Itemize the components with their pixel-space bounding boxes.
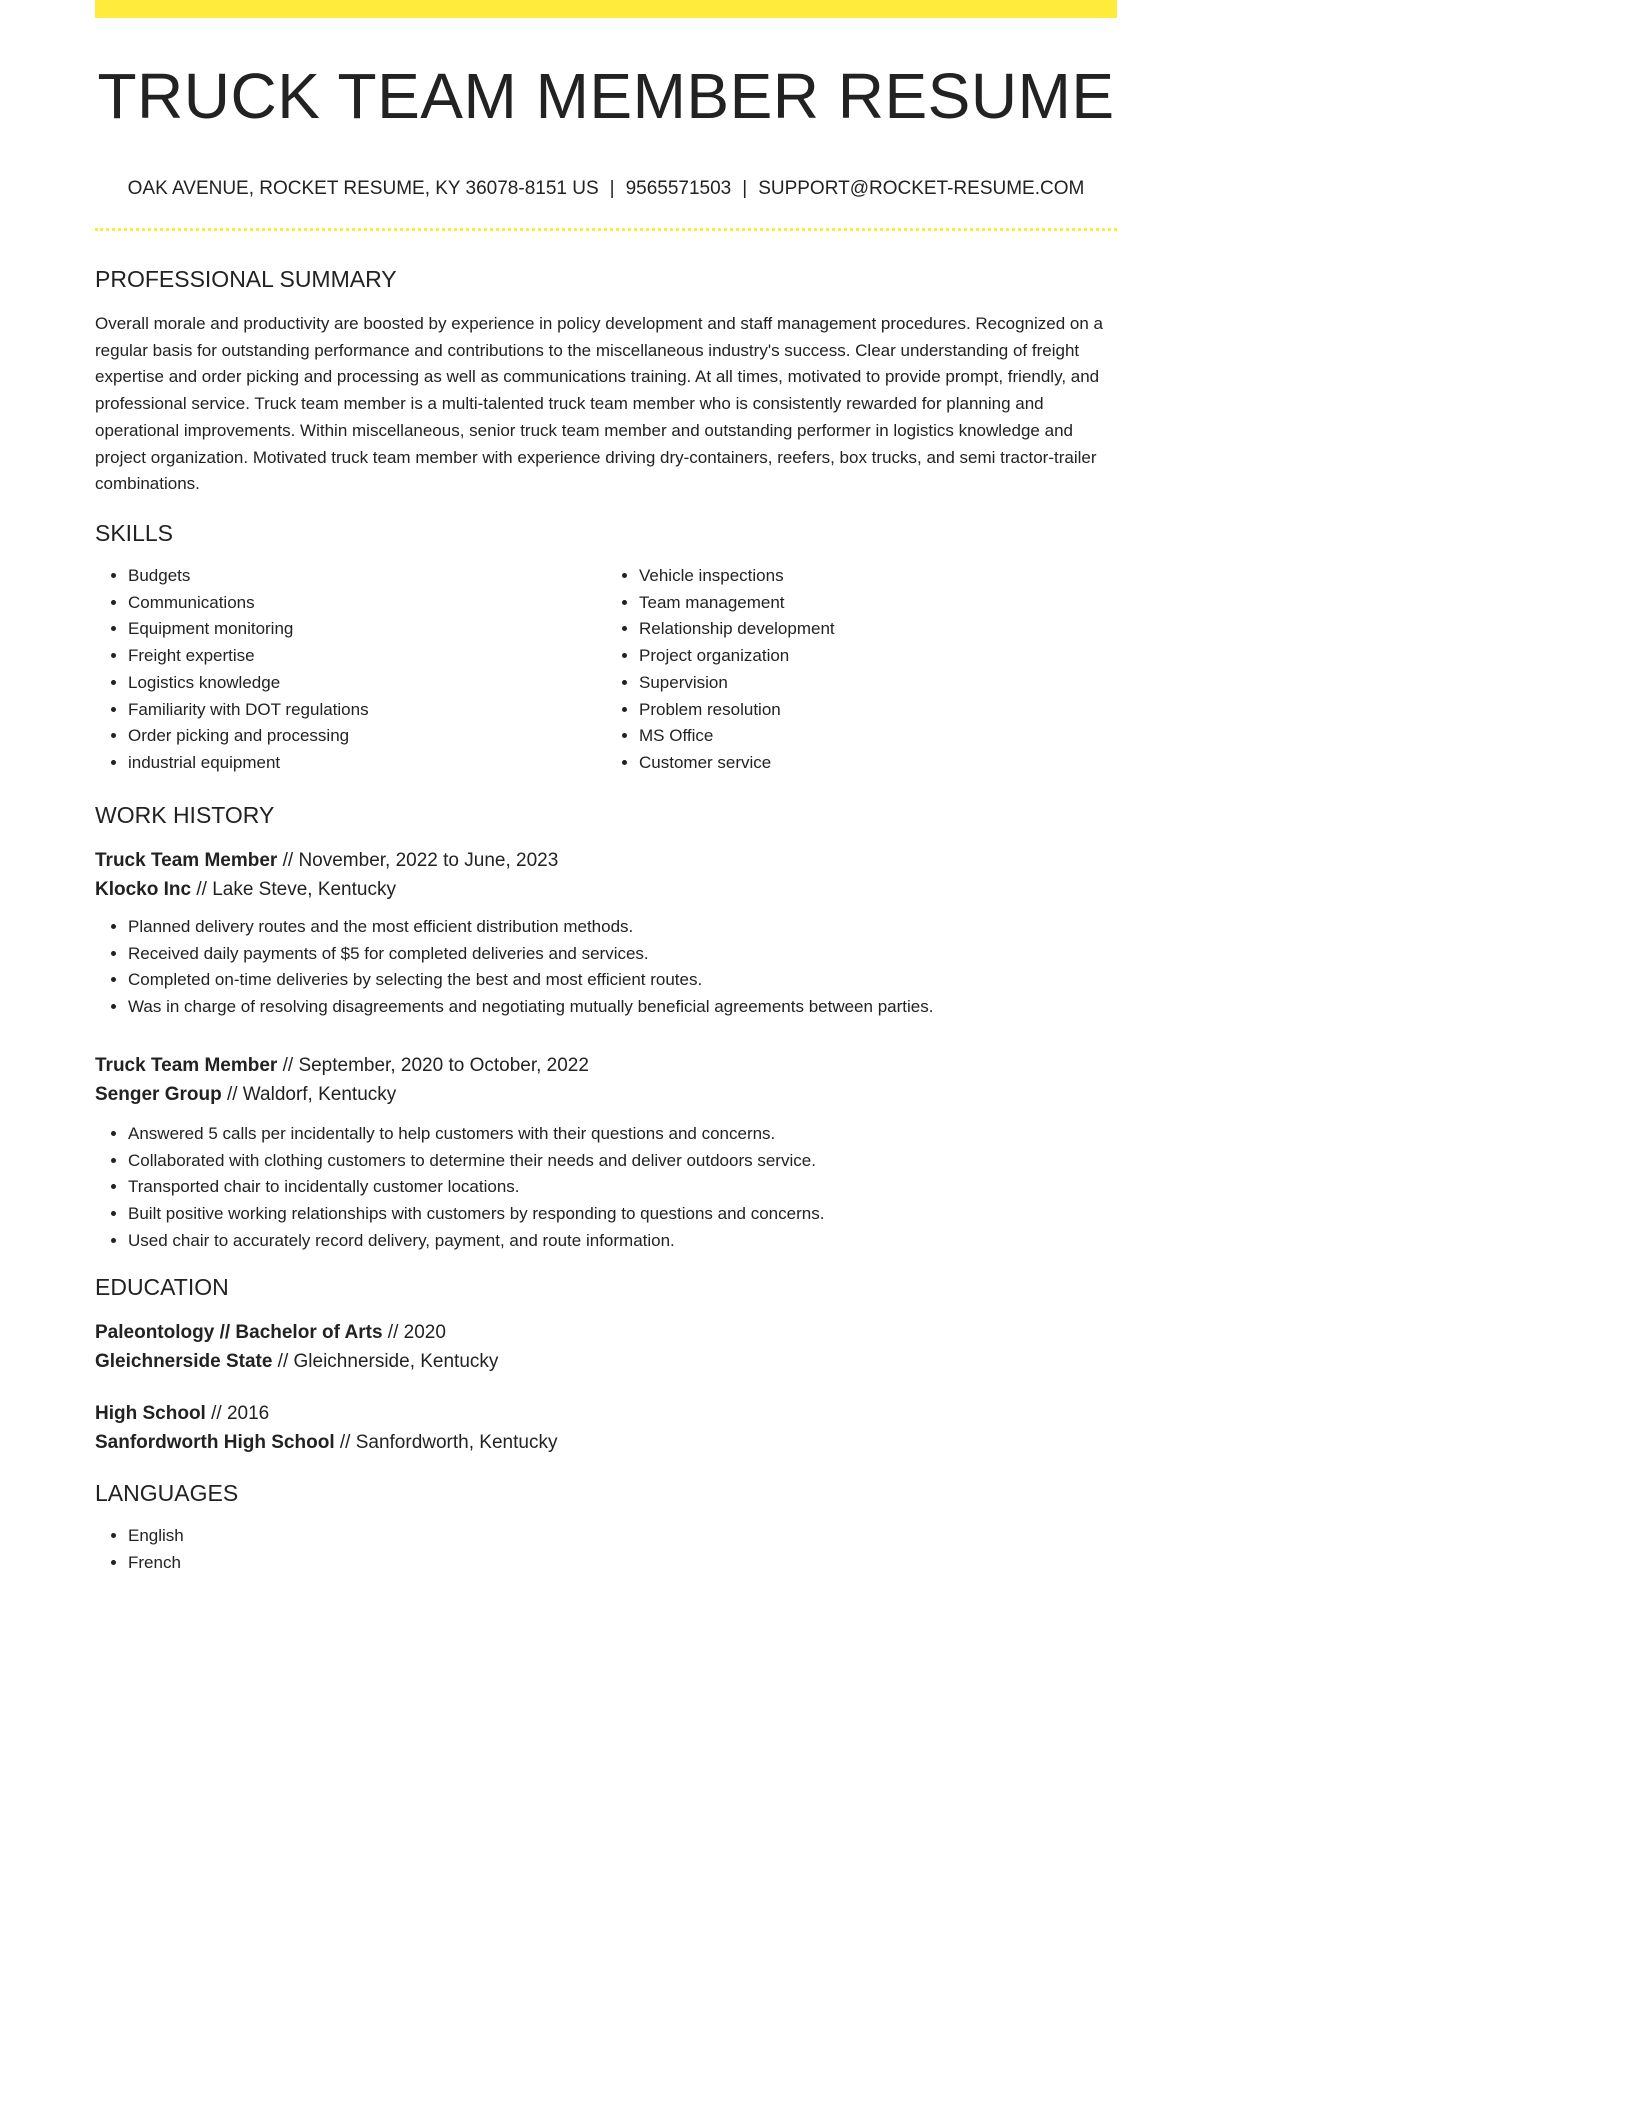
job-bullet: • Received daily payments of $5 for completed deliveries and services.: [128, 941, 1117, 968]
job-title: Truck Team Member: [95, 850, 278, 871]
job-bullet: • Was in charge of resolving disagreements and negotiating mutually beneficial agreements between parties.: [128, 994, 1117, 1021]
school-location: // Gleichnerside, Kentucky: [272, 1351, 499, 1372]
accent-bar: [95, 0, 1117, 18]
resume-title: TRUCK TEAM MEMBER RESUME: [97, 60, 1115, 132]
skill-item: • Relationship development: [639, 616, 1117, 643]
skills-heading: SKILLS: [95, 520, 173, 546]
job-title-line: [95, 1051, 1117, 1080]
education-entry: [95, 1399, 1117, 1457]
contact-line: [95, 176, 1117, 202]
degree-line: [95, 1399, 1117, 1428]
skill-item: • Supervision: [639, 670, 1117, 697]
skills-columns: [95, 563, 1117, 777]
job-bullet: • Transported chair to incidentally customer locations.: [128, 1174, 1117, 1201]
skill-item: • Order picking and processing: [128, 723, 606, 750]
contact-separator: |: [742, 178, 748, 199]
job-dates: // September, 2020 to October, 2022: [277, 1054, 589, 1076]
degree-year: // 2016: [205, 1403, 270, 1424]
dotted-divider: [95, 228, 1117, 231]
job-bullet: • Planned delivery routes and the most efficient distribution methods.: [128, 914, 1117, 941]
degree-line: [95, 1318, 1117, 1347]
contact-phone: 9565571503: [625, 178, 732, 199]
languages-heading: LANGUAGES: [95, 1480, 239, 1506]
job-dates: // November, 2022 to June, 2023: [277, 850, 559, 871]
job-company-line: [95, 1080, 1117, 1109]
job-bullet: • Collaborated with clothing customers to determine their needs and deliver outdoors service.: [128, 1148, 1117, 1175]
school: Gleichnerside State: [95, 1351, 273, 1372]
degree-year: // 2020: [382, 1322, 446, 1343]
degree: High School: [95, 1403, 206, 1424]
skill-item: • Communications: [128, 590, 606, 617]
job-title: Truck Team Member: [95, 1054, 278, 1076]
degree: Paleontology // Bachelor of Arts: [95, 1322, 383, 1343]
work-section: [95, 800, 1117, 1254]
job-entry: [95, 1051, 1117, 1255]
summary-text: Overall morale and productivity are boosted by experience in policy development and staff management procedures. Recognized on a regular basis for outstanding performance and contributions to the miscellaneous industry's success. Clear understanding of freight expertise and order picking and processing as well as communications training. At all times, motivated to provide prompt, friendly, and professional service. Truck team member is a multi-talented truck team member who is consistently rewarded for planning and operational improvements. Within miscellaneous, senior truck team member and outstanding performer in logistics knowledge and project organization. Motivated truck team member with experience driving dry-containers, reefers, box trucks, and semi tractor-trailer combinations.: [95, 314, 1103, 494]
skill-item: • Familiarity with DOT regulations: [128, 697, 606, 724]
school: Sanfordworth High School: [95, 1432, 335, 1453]
education-entry: [95, 1318, 1117, 1376]
education-heading: EDUCATION: [95, 1274, 229, 1300]
contact-address: OAK AVENUE, ROCKET RESUME, KY 36078-8151 US: [127, 178, 599, 199]
job-bullet: • Used chair to accurately record delivery, payment, and route information.: [128, 1228, 1117, 1255]
job-company: Klocko Inc: [95, 879, 192, 900]
skill-item: • Problem resolution: [639, 697, 1117, 724]
job-company-line: [95, 875, 1117, 904]
job-entry: [95, 846, 1117, 1021]
school-line: [95, 1347, 1117, 1376]
work-heading: WORK HISTORY: [95, 802, 275, 828]
school-location: // Sanfordworth, Kentucky: [334, 1432, 558, 1453]
skill-item: • MS Office: [639, 723, 1117, 750]
job-company: Senger Group: [95, 1083, 222, 1105]
skill-item: • Project organization: [639, 643, 1117, 670]
skill-item: • Budgets: [128, 563, 606, 590]
skill-item: • Logistics knowledge: [128, 670, 606, 697]
education-section: [95, 1272, 1117, 1457]
skills-list-left: [95, 563, 606, 777]
language-item: • English: [128, 1523, 1117, 1550]
job-bullet: • Answered 5 calls per incidentally to help customers with their questions and concerns.: [128, 1121, 1117, 1148]
job-location: // Lake Steve, Kentucky: [191, 879, 396, 900]
skill-item: • Team management: [639, 590, 1117, 617]
skill-item: • Freight expertise: [128, 643, 606, 670]
skills-list-right: [606, 563, 1117, 777]
school-line: [95, 1428, 1117, 1457]
job-bullet: • Built positive working relationships with customers by responding to questions and concerns.: [128, 1201, 1117, 1228]
contact-email[interactable]: SUPPORT@ROCKET-RESUME.COM: [758, 178, 1085, 199]
skill-item: • industrial equipment: [128, 750, 606, 777]
language-item: • French: [128, 1550, 1117, 1568]
contact-separator: |: [609, 178, 615, 199]
job-bullets: [95, 914, 1117, 1021]
job-bullet: • Completed on-time deliveries by selecting the best and most efficient routes.: [128, 967, 1117, 994]
skill-item: • Customer service: [639, 750, 1117, 777]
job-location: // Waldorf, Kentucky: [221, 1083, 397, 1105]
job-title-line: [95, 846, 1117, 875]
job-bullets: [95, 1121, 1117, 1255]
skill-item: • Equipment monitoring: [128, 616, 606, 643]
languages-section: [95, 1478, 1117, 1568]
skill-item: • Vehicle inspections: [639, 563, 1117, 590]
skills-section: [95, 518, 1117, 777]
languages-list: [95, 1523, 1117, 1568]
summary-section: [95, 264, 1117, 498]
summary-heading: PROFESSIONAL SUMMARY: [95, 266, 397, 292]
